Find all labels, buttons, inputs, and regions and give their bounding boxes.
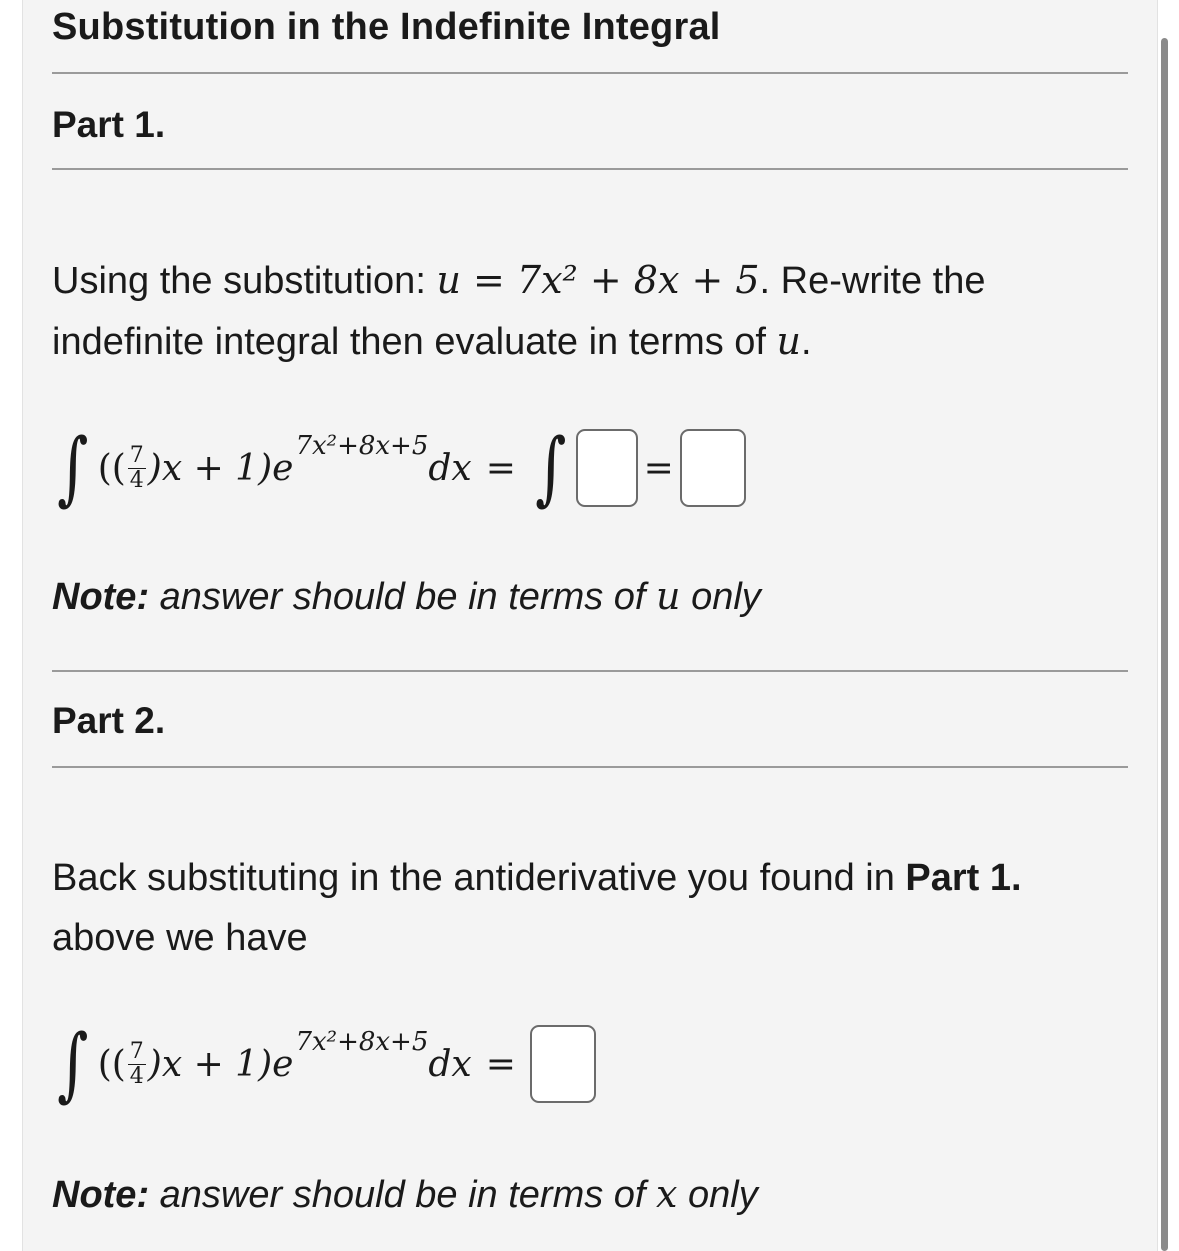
note-variable: x xyxy=(656,1172,678,1216)
note-variable: u xyxy=(656,574,681,618)
divider xyxy=(52,72,1128,74)
note-end: only xyxy=(677,1174,758,1216)
part1-text-b: . Re-write the indefinite integral then evaluate in terms of xyxy=(52,260,986,363)
page-title: Substitution in the Indefinite Integral xyxy=(52,6,721,48)
integral-sign: ∫ xyxy=(57,1017,89,1110)
part1-note xyxy=(52,574,761,619)
differential: dx xyxy=(428,1043,472,1085)
fraction-denominator: 4 xyxy=(129,1063,144,1089)
note-label: Note: xyxy=(52,576,150,618)
integral-sign: ∫ xyxy=(57,421,89,514)
sub-expression: 7x² + 8x + 5 xyxy=(516,258,760,302)
part2-integral-equation xyxy=(52,1014,596,1114)
answer-box-antiderivative-u[interactable] xyxy=(680,429,746,507)
integrand-body: )x + 1)e xyxy=(147,1043,294,1085)
part2-note xyxy=(52,1172,758,1217)
equals-sign: = xyxy=(485,1043,516,1085)
integrand-body: )x + 1)e xyxy=(147,447,294,489)
part2-heading: Part 2. xyxy=(52,700,166,741)
answer-box-antiderivative-x[interactable] xyxy=(530,1025,596,1103)
fraction xyxy=(128,444,146,493)
part2-instructions xyxy=(52,848,1122,968)
divider xyxy=(52,168,1128,170)
scrollbar[interactable] xyxy=(1161,38,1168,1251)
part1-heading: Part 1. xyxy=(52,104,166,145)
differential: dx xyxy=(428,447,472,489)
fraction xyxy=(128,1040,146,1089)
note-text: answer should be in terms of xyxy=(149,576,657,618)
fraction-numerator: 7 xyxy=(129,1038,144,1064)
equals-sign: = xyxy=(643,447,674,489)
equals-sign: = xyxy=(485,447,516,489)
part1-u-var: u xyxy=(776,319,802,363)
fraction-denominator: 4 xyxy=(129,467,144,493)
part1-text-a: Using the substitution: xyxy=(52,260,437,302)
exponent: 7x²+8x+5 xyxy=(295,1027,429,1057)
sub-equals: = xyxy=(460,258,517,302)
part2-text-bold: Part 1. xyxy=(905,857,1022,899)
part2-text-b: above we have xyxy=(52,917,308,959)
integral-sign: ∫ xyxy=(535,421,567,514)
note-end: only xyxy=(680,576,761,618)
part1-integral-equation xyxy=(52,418,746,518)
part1-text-c: . xyxy=(801,321,812,363)
exponent: 7x²+8x+5 xyxy=(295,431,429,461)
part2-text-a: Back substituting in the antiderivative you found in xyxy=(52,857,906,899)
integrand-open: (( xyxy=(97,1043,126,1085)
divider xyxy=(52,670,1128,672)
integrand-open: (( xyxy=(97,447,126,489)
note-label: Note: xyxy=(52,1174,150,1216)
sub-variable: u xyxy=(436,258,461,302)
part1-instructions xyxy=(52,250,1122,372)
divider xyxy=(52,766,1128,768)
answer-box-integrand[interactable] xyxy=(576,429,638,507)
note-text: answer should be in terms of xyxy=(149,1174,657,1216)
fraction-numerator: 7 xyxy=(129,442,144,468)
